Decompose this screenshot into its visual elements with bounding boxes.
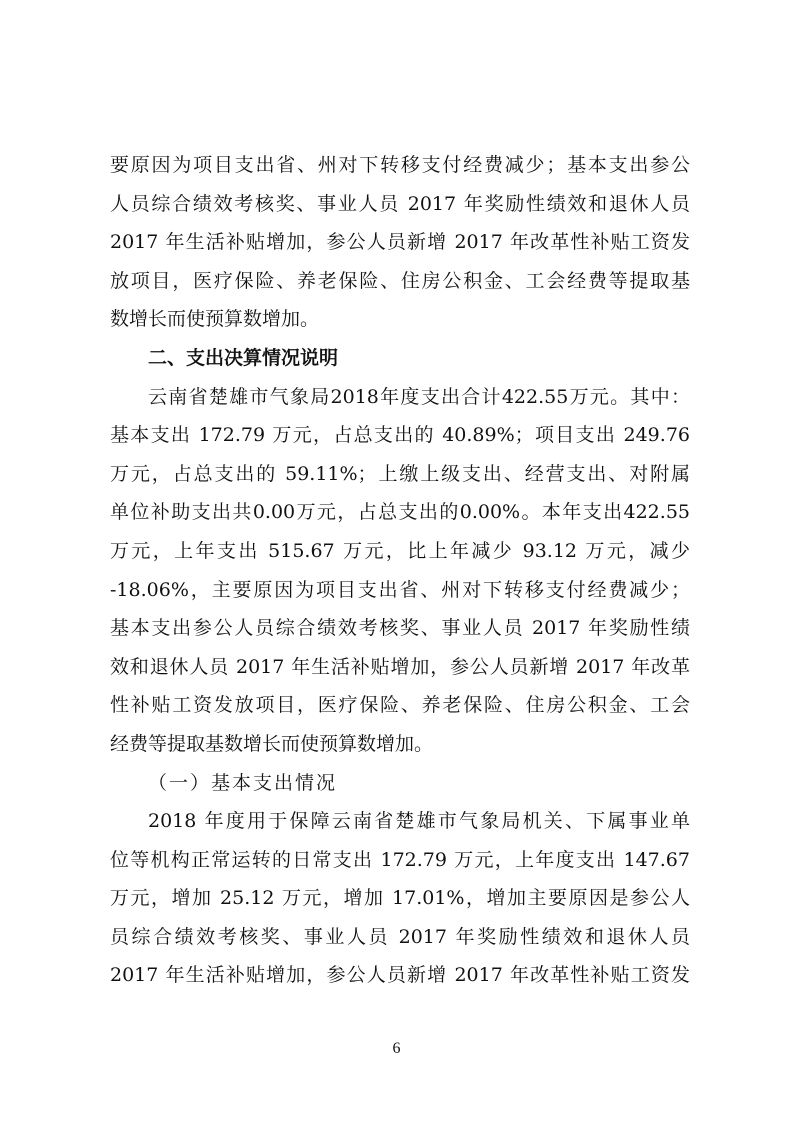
paragraph-line: 2017 年生活补贴增加，参公人员新增 2017 年改革性补贴工资发 [110,231,690,254]
paragraph-line: 数增长而使预算数增加。 [110,308,320,331]
paragraph-line: 人员综合绩效考核奖、事业人员 2017 年奖励性绩效和退休人员 [110,192,690,215]
subsection-heading: （一）基本支出情况 [148,771,338,794]
paragraph-line: 基本支出参公人员综合绩效考核奖、事业人员 2017 年奖励性绩 [110,617,690,640]
paragraph-line: 基本支出 172.79 万元，占总支出的 40.89%；项目支出 249.76 [110,424,690,447]
paragraph-line: 放项目，医疗保险、养老保险、住房公积金、工会经费等提取基 [110,269,690,292]
paragraph-line: 要原因为项目支出省、州对下转移支付经费减少；基本支出参公 [110,154,690,176]
paragraph-line: 单位补助支出共0.00万元，占总支出的0.00%。本年支出422.55 [110,501,690,524]
paragraph-line: 万元，占总支出的 59.11%；上缴上级支出、经营支出、对附属 [110,462,690,485]
page-number: 6 [392,1040,401,1057]
paragraph-line: 性补贴工资发放项目，医疗保险、养老保险、住房公积金、工会 [110,694,690,717]
paragraph-line: -18.06%，主要原因为项目支出省、州对下转移支付经费减少； [110,578,690,601]
paragraph-line: 经费等提取基数增长而使预算数增加。 [110,732,434,755]
paragraph-line: 万元，增加 25.12 万元，增加 17.01%，增加主要原因是参公人 [110,887,690,910]
paragraph-line: 2017 年生活补贴增加，参公人员新增 2017 年改革性补贴工资发 [110,964,690,987]
paragraph-line: 云南省楚雄市气象局2018年度支出合计422.55万元。其中： [148,385,690,408]
paragraph-line: 位等机构正常运转的日常支出 172.79 万元，上年度支出 147.67 [110,848,690,871]
section-heading: 二、支出决算情况说明 [148,346,339,369]
paragraph-line: 万元，上年支出 515.67 万元，比上年减少 93.12 万元，减少 [110,539,690,562]
paragraph-line: 员综合绩效考核奖、事业人员 2017 年奖励性绩效和退休人员 [110,925,690,948]
paragraph-line: 2018 年度用于保障云南省楚雄市气象局机关、下属事业单 [148,810,690,833]
paragraph-line: 效和退休人员 2017 年生活补贴增加，参公人员新增 2017 年改革 [110,655,690,678]
body-text [110,146,690,995]
